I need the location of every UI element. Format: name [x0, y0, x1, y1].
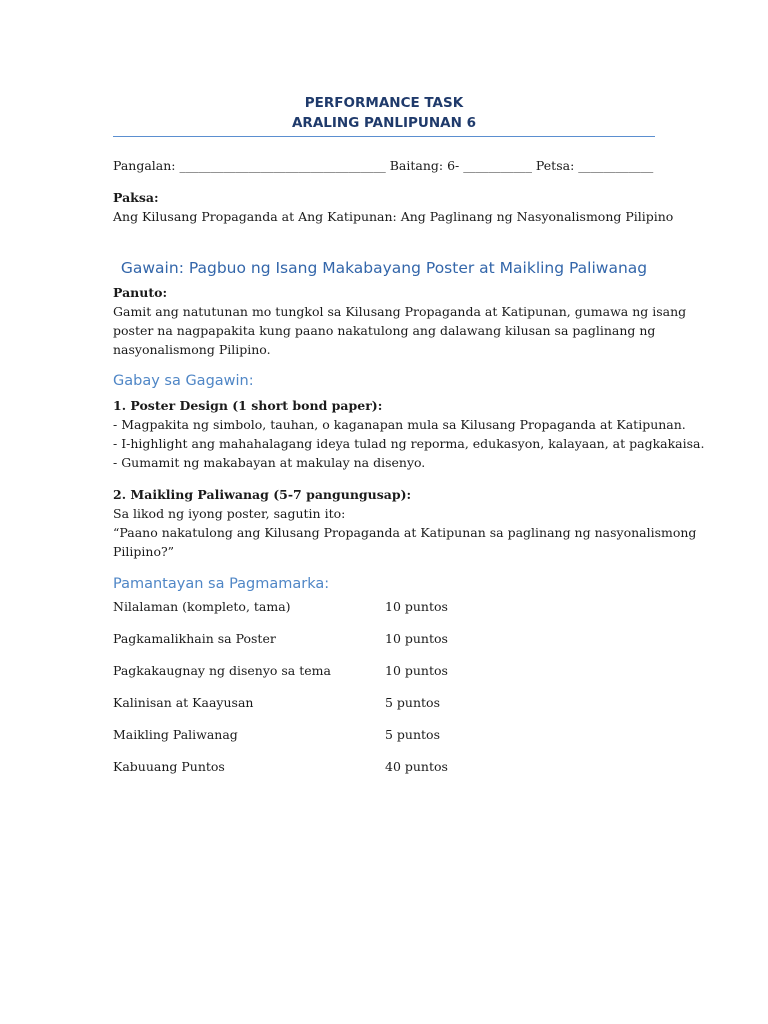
rubric-points: 10 puntos: [385, 663, 448, 678]
rubric-criterion: Pagkakaugnay ng disenyo sa tema: [113, 663, 331, 678]
poster-item: - Magpakita ng simbolo, tauhan, o kaganapan mula sa Kilusang Propaganda at Katipunan.: [113, 417, 686, 432]
paliwanag-question: Pilipino?”: [113, 544, 175, 559]
poster-item: - Gumamit ng makabayan at makulay na disenyo.: [113, 455, 426, 470]
rubric-points: 5 puntos: [385, 727, 440, 742]
document-header: [113, 93, 655, 133]
gabay-title: Gabay sa Gagawin:: [113, 373, 254, 389]
panuto-line: Gamit ang natutunan mo tungkol sa Kilusang Propaganda at Katipunan, gumawa ng isang: [113, 304, 687, 319]
gawain-title: Gawain: Pagbuo ng Isang Makabayang Poster at Maikling Paliwanag: [120, 259, 648, 277]
rubric-points: 10 puntos: [385, 631, 448, 646]
rubric-points: 5 puntos: [385, 695, 440, 710]
panuto-line: poster na nagpapakita kung paano nakatulong ang dalawang kilusan sa paglinang ng: [113, 323, 656, 338]
paksa-text: Ang Kilusang Propaganda at Ang Katipunan: Ang Paglinang ng Nasyonalismong Pilipino: [113, 209, 674, 224]
poster-item: - I-highlight ang mahahalagang ideya tulad ng reporma, edukasyon, kalayaan, at pagkakaisa.: [113, 436, 705, 451]
header-title: PERFORMANCE TASK: [304, 95, 464, 111]
rubric-title: Pamantayan sa Pagmamarka:: [113, 576, 330, 592]
paksa-label: Paksa:: [113, 190, 159, 205]
rubric-criterion: Kabuuang Puntos: [113, 759, 225, 774]
student-info-fields: Pangalan: _________________________________ Baitang: 6- ___________ Petsa: ____________: [113, 158, 654, 173]
panuto-line: nasyonalismong Pilipino.: [113, 342, 271, 357]
paliwanag-line: Sa likod ng iyong poster, sagutin ito:: [113, 506, 346, 521]
rubric-points: 40 puntos: [385, 759, 448, 774]
rubric-criterion: Pagkamalikhain sa Poster: [113, 631, 276, 646]
rubric-criterion: Kalinisan at Kaayusan: [113, 695, 254, 710]
poster-heading: 1. Poster Design (1 short bond paper):: [113, 398, 383, 413]
rubric-criterion: Maikling Paliwanag: [113, 727, 238, 742]
paliwanag-heading: 2. Maikling Paliwanag (5-7 pangungusap):: [113, 487, 412, 502]
panuto-label: Panuto:: [113, 285, 168, 300]
header-divider: [113, 136, 655, 137]
rubric-criterion: Nilalaman (kompleto, tama): [113, 599, 291, 614]
header-subject: ARALING PANLIPUNAN 6: [291, 115, 477, 131]
paliwanag-question: “Paano nakatulong ang Kilusang Propaganda at Katipunan sa paglinang ng nasyonalismong: [113, 525, 697, 540]
rubric-points: 10 puntos: [385, 599, 448, 614]
